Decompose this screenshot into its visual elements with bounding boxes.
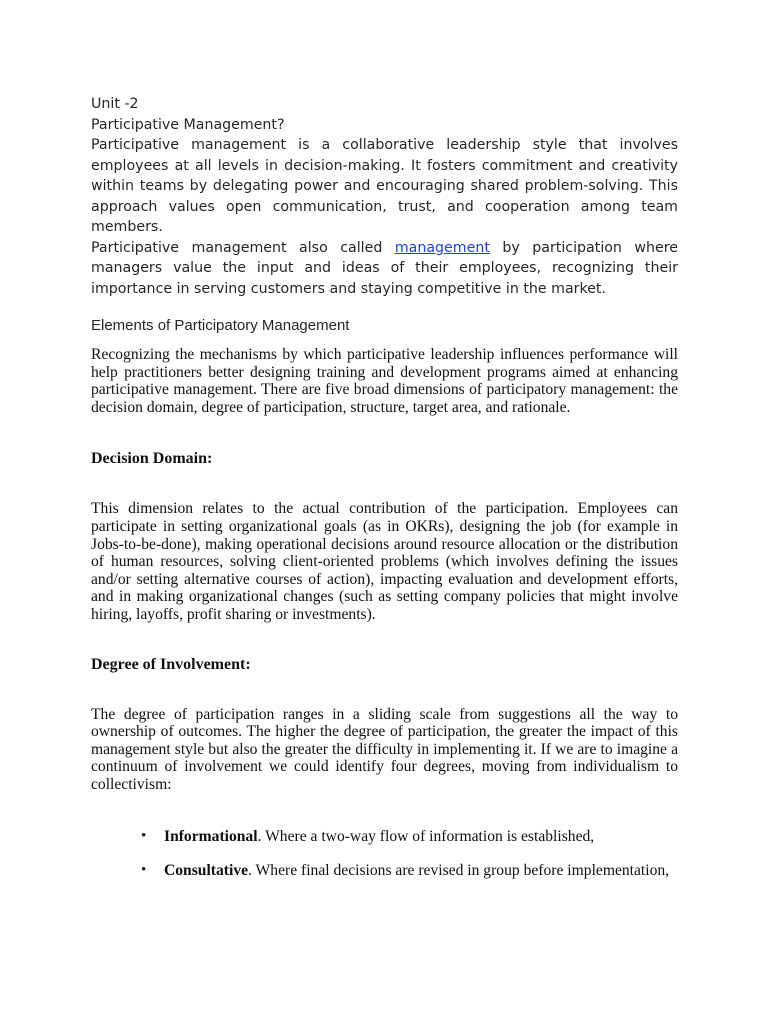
list-item-term: Informational (164, 827, 258, 845)
list-item-text: . Where final decisions are revised in group before implementation, (248, 862, 670, 880)
bullet-icon: • (141, 862, 147, 879)
second-paragraph-end: by participation where managers value the input and ideas of their employees, recognizing their importance in serving customers and staying competitive in the market. (91, 239, 678, 297)
list-item-term: Consultative (164, 862, 249, 880)
decision-domain-heading: Decision Domain: (91, 450, 213, 468)
involvement-degrees-list (91, 828, 678, 880)
bullet-icon: • (141, 827, 147, 844)
list-item (91, 828, 678, 846)
intro-paragraph: Participative management is a collaborative leadership style that involves employees at all levels in decision-making. It fosters commitment and creativity within teams by delegating power and encouraging shared problem-solving. This approach values open communication, trust, and cooperation among team members. (91, 137, 678, 235)
intro-section (91, 94, 678, 299)
list-item (91, 862, 678, 880)
question-title: Participative Management? (91, 116, 285, 133)
list-item-text: . Where a two-way flow of information is established, (257, 827, 595, 845)
unit-label: Unit -2 (91, 96, 139, 112)
management-link[interactable]: management (394, 239, 490, 256)
elements-heading: Elements of Participatory Management (91, 317, 350, 334)
decision-domain-text: This dimension relates to the actual contribution of the participation. Employees can participate in setting organizational goals (as in OKRs), designing the job (for example in Jobs-to-be-done), making operational decisions around resource allocation or the distribution of human resources, solving client-oriented problems (which involves defining the issues and/or setting alternative courses of action), impacting evaluation and development efforts, and in making organizational changes (such as setting company policies that might involve hiring, layoffs, profit sharing or investments). (91, 500, 678, 623)
elements-paragraph: Recognizing the mechanisms by which participative leadership influences performance will help practitioners better designing training and development programs aimed at enhancing participative management. There are five broad dimensions of participatory management: the decision domain, degree of participation, structure, target area, and rationale. (91, 346, 678, 416)
document-page (91, 94, 678, 880)
degree-of-involvement-text: The degree of participation ranges in a sliding scale from suggestions all the way to ownership of outcomes. The higher the degree of participation, the greater the impact of this management style but also the greater the difficulty in implementing it. If we are to imagine a continuum of involvement we could identify four degrees, moving from individualism to collectivism: (91, 705, 678, 793)
degree-of-involvement-heading: Degree of Involvement: (91, 655, 251, 673)
second-paragraph-start: Participative management also called (91, 239, 395, 256)
second-paragraph (91, 238, 678, 300)
